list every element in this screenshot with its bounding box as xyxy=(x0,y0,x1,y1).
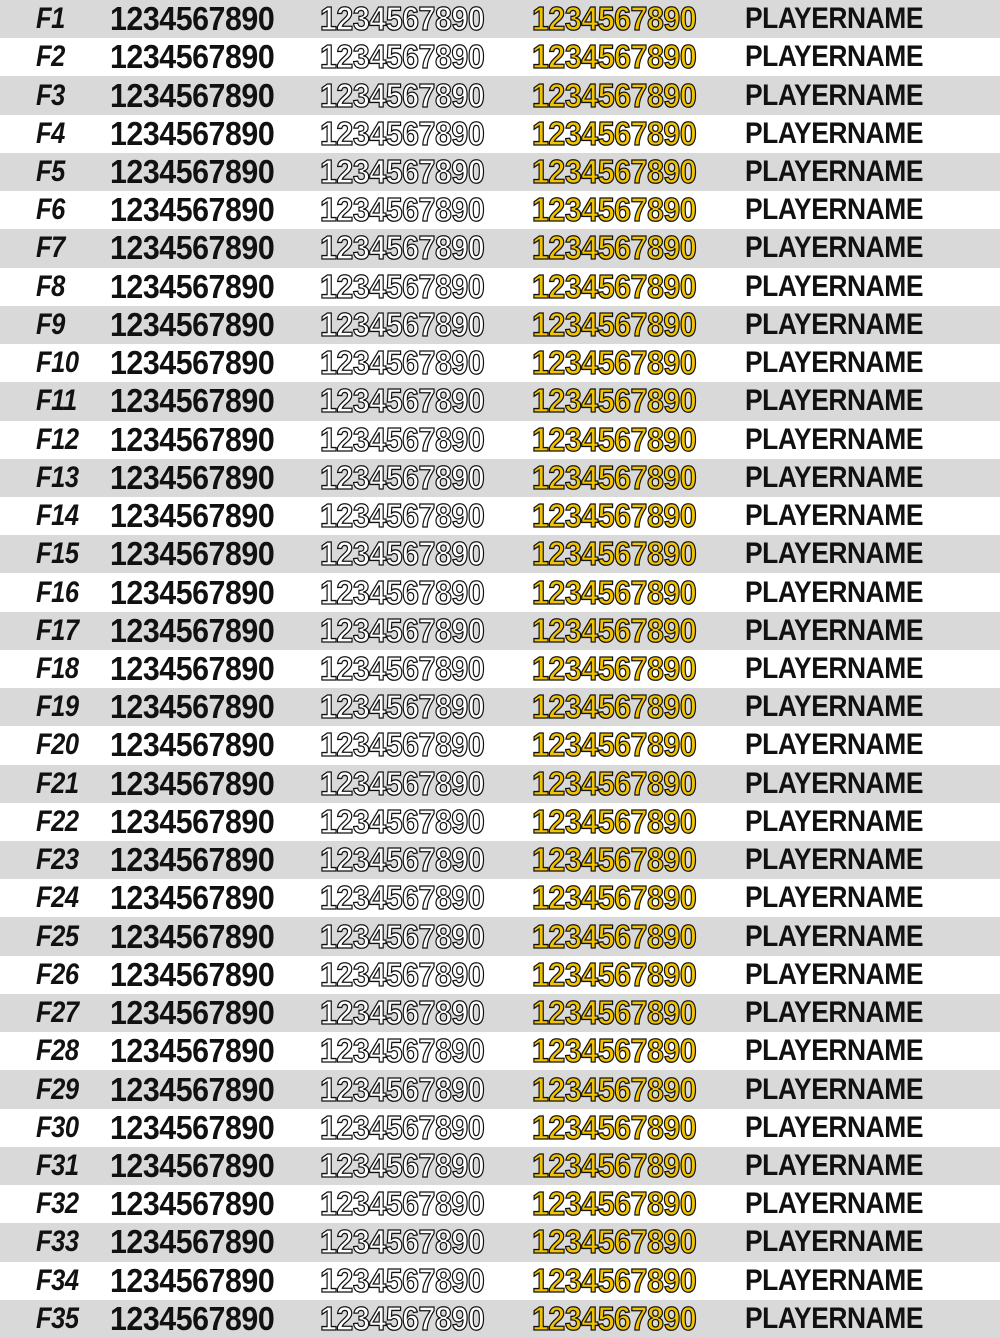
gold-number-sample: 1234567890 xyxy=(532,382,697,420)
font-row xyxy=(0,0,1000,38)
gold-number-sample: 1234567890 xyxy=(532,917,697,955)
playername-sample: PLAYERNAME xyxy=(745,346,923,380)
gold-number-sample: 1234567890 xyxy=(532,305,697,343)
font-row xyxy=(0,229,1000,267)
outline-number-sample: 1234567890 xyxy=(320,497,485,535)
outline-number-sample: 1234567890 xyxy=(320,229,485,267)
font-code-label: F20 xyxy=(36,728,79,762)
font-code-label: F25 xyxy=(36,919,79,953)
playername-sample: PLAYERNAME xyxy=(745,613,923,647)
solid-number-sample: 1234567890 xyxy=(110,879,275,917)
playername-sample: PLAYERNAME xyxy=(745,155,923,189)
font-row xyxy=(0,421,1000,459)
gold-number-sample: 1234567890 xyxy=(532,420,697,458)
font-row xyxy=(0,306,1000,344)
gold-number-sample: 1234567890 xyxy=(532,1032,697,1070)
solid-number-sample: 1234567890 xyxy=(110,1185,275,1223)
gold-number-sample: 1234567890 xyxy=(532,458,697,496)
solid-number-sample: 1234567890 xyxy=(110,344,275,382)
gold-number-sample: 1234567890 xyxy=(532,649,697,687)
gold-number-sample: 1234567890 xyxy=(532,0,697,38)
gold-number-sample: 1234567890 xyxy=(532,1223,697,1261)
font-code-label: F8 xyxy=(36,269,65,303)
outline-number-sample: 1234567890 xyxy=(320,611,485,649)
outline-number-sample: 1234567890 xyxy=(320,955,485,993)
gold-number-sample: 1234567890 xyxy=(532,191,697,229)
playername-sample: PLAYERNAME xyxy=(745,1301,923,1335)
solid-number-sample: 1234567890 xyxy=(110,458,275,496)
solid-number-sample: 1234567890 xyxy=(110,802,275,840)
font-code-label: F14 xyxy=(36,499,79,533)
font-code-label: F3 xyxy=(36,78,65,112)
solid-number-sample: 1234567890 xyxy=(110,573,275,611)
playername-sample: PLAYERNAME xyxy=(745,422,923,456)
font-row xyxy=(0,459,1000,497)
gold-number-sample: 1234567890 xyxy=(532,1070,697,1108)
outline-number-sample: 1234567890 xyxy=(320,841,485,879)
solid-number-sample: 1234567890 xyxy=(110,1299,275,1337)
font-code-label: F24 xyxy=(36,881,79,915)
solid-number-sample: 1234567890 xyxy=(110,0,275,38)
playername-sample: PLAYERNAME xyxy=(745,269,923,303)
playername-sample: PLAYERNAME xyxy=(745,843,923,877)
playername-sample: PLAYERNAME xyxy=(745,957,923,991)
playername-sample: PLAYERNAME xyxy=(745,1187,923,1221)
gold-number-sample: 1234567890 xyxy=(532,1146,697,1184)
font-row xyxy=(0,497,1000,535)
outline-number-sample: 1234567890 xyxy=(320,38,485,76)
playername-sample: PLAYERNAME xyxy=(745,1034,923,1068)
font-row xyxy=(0,115,1000,153)
outline-number-sample: 1234567890 xyxy=(320,1108,485,1146)
gold-number-sample: 1234567890 xyxy=(532,38,697,76)
outline-number-sample: 1234567890 xyxy=(320,917,485,955)
font-row xyxy=(0,1300,1000,1338)
outline-number-sample: 1234567890 xyxy=(320,535,485,573)
font-code-label: F23 xyxy=(36,843,79,877)
solid-number-sample: 1234567890 xyxy=(110,1070,275,1108)
playername-sample: PLAYERNAME xyxy=(745,499,923,533)
outline-number-sample: 1234567890 xyxy=(320,191,485,229)
font-code-label: F33 xyxy=(36,1225,79,1259)
solid-number-sample: 1234567890 xyxy=(110,1223,275,1261)
font-row xyxy=(0,612,1000,650)
playername-sample: PLAYERNAME xyxy=(745,804,923,838)
gold-number-sample: 1234567890 xyxy=(532,573,697,611)
solid-number-sample: 1234567890 xyxy=(110,955,275,993)
font-code-label: F31 xyxy=(36,1148,79,1182)
font-row xyxy=(0,535,1000,573)
outline-number-sample: 1234567890 xyxy=(320,1032,485,1070)
font-row xyxy=(0,344,1000,382)
font-code-label: F9 xyxy=(36,307,65,341)
playername-sample: PLAYERNAME xyxy=(745,651,923,685)
font-code-label: F30 xyxy=(36,1110,79,1144)
playername-sample: PLAYERNAME xyxy=(745,231,923,265)
gold-number-sample: 1234567890 xyxy=(532,76,697,114)
solid-number-sample: 1234567890 xyxy=(110,38,275,76)
outline-number-sample: 1234567890 xyxy=(320,1261,485,1299)
solid-number-sample: 1234567890 xyxy=(110,726,275,764)
solid-number-sample: 1234567890 xyxy=(110,1261,275,1299)
font-code-label: F11 xyxy=(36,384,77,418)
outline-number-sample: 1234567890 xyxy=(320,382,485,420)
solid-number-sample: 1234567890 xyxy=(110,764,275,802)
outline-number-sample: 1234567890 xyxy=(320,1070,485,1108)
solid-number-sample: 1234567890 xyxy=(110,535,275,573)
solid-number-sample: 1234567890 xyxy=(110,229,275,267)
playername-sample: PLAYERNAME xyxy=(745,1148,923,1182)
font-row xyxy=(0,1147,1000,1185)
solid-number-sample: 1234567890 xyxy=(110,649,275,687)
solid-number-sample: 1234567890 xyxy=(110,76,275,114)
gold-number-sample: 1234567890 xyxy=(532,688,697,726)
playername-sample: PLAYERNAME xyxy=(745,690,923,724)
solid-number-sample: 1234567890 xyxy=(110,1146,275,1184)
font-row xyxy=(0,765,1000,803)
playername-sample: PLAYERNAME xyxy=(745,1263,923,1297)
font-row xyxy=(0,191,1000,229)
gold-number-sample: 1234567890 xyxy=(532,841,697,879)
playername-sample: PLAYERNAME xyxy=(745,881,923,915)
font-code-label: F22 xyxy=(36,804,79,838)
font-row xyxy=(0,879,1000,917)
font-code-label: F19 xyxy=(36,690,79,724)
gold-number-sample: 1234567890 xyxy=(532,267,697,305)
font-code-label: F28 xyxy=(36,1034,79,1068)
solid-number-sample: 1234567890 xyxy=(110,305,275,343)
gold-number-sample: 1234567890 xyxy=(532,535,697,573)
outline-number-sample: 1234567890 xyxy=(320,0,485,38)
font-code-label: F1 xyxy=(36,2,65,36)
solid-number-sample: 1234567890 xyxy=(110,497,275,535)
gold-number-sample: 1234567890 xyxy=(532,879,697,917)
font-code-label: F13 xyxy=(36,460,79,494)
font-code-label: F4 xyxy=(36,116,65,150)
gold-number-sample: 1234567890 xyxy=(532,994,697,1032)
font-row xyxy=(0,1262,1000,1300)
solid-number-sample: 1234567890 xyxy=(110,688,275,726)
font-code-label: F21 xyxy=(36,766,79,800)
font-row xyxy=(0,726,1000,764)
font-row xyxy=(0,1109,1000,1147)
outline-number-sample: 1234567890 xyxy=(320,420,485,458)
gold-number-sample: 1234567890 xyxy=(532,229,697,267)
font-code-label: F18 xyxy=(36,651,79,685)
solid-number-sample: 1234567890 xyxy=(110,114,275,152)
playername-sample: PLAYERNAME xyxy=(745,537,923,571)
outline-number-sample: 1234567890 xyxy=(320,267,485,305)
font-code-label: F34 xyxy=(36,1263,79,1297)
playername-sample: PLAYERNAME xyxy=(745,575,923,609)
playername-sample: PLAYERNAME xyxy=(745,384,923,418)
font-row xyxy=(0,688,1000,726)
font-row xyxy=(0,38,1000,76)
gold-number-sample: 1234567890 xyxy=(532,497,697,535)
playername-sample: PLAYERNAME xyxy=(745,193,923,227)
font-row xyxy=(0,382,1000,420)
gold-number-sample: 1234567890 xyxy=(532,764,697,802)
solid-number-sample: 1234567890 xyxy=(110,191,275,229)
solid-number-sample: 1234567890 xyxy=(110,382,275,420)
playername-sample: PLAYERNAME xyxy=(745,116,923,150)
outline-number-sample: 1234567890 xyxy=(320,879,485,917)
outline-number-sample: 1234567890 xyxy=(320,573,485,611)
outline-number-sample: 1234567890 xyxy=(320,153,485,191)
playername-sample: PLAYERNAME xyxy=(745,996,923,1030)
font-row xyxy=(0,956,1000,994)
outline-number-sample: 1234567890 xyxy=(320,458,485,496)
font-row xyxy=(0,1032,1000,1070)
gold-number-sample: 1234567890 xyxy=(532,1108,697,1146)
font-row xyxy=(0,76,1000,114)
font-row xyxy=(0,841,1000,879)
font-code-label: F7 xyxy=(36,231,65,265)
font-code-label: F15 xyxy=(36,537,79,571)
outline-number-sample: 1234567890 xyxy=(320,994,485,1032)
outline-number-sample: 1234567890 xyxy=(320,726,485,764)
solid-number-sample: 1234567890 xyxy=(110,420,275,458)
outline-number-sample: 1234567890 xyxy=(320,1223,485,1261)
playername-sample: PLAYERNAME xyxy=(745,728,923,762)
font-code-label: F12 xyxy=(36,422,79,456)
gold-number-sample: 1234567890 xyxy=(532,1261,697,1299)
font-code-label: F2 xyxy=(36,40,65,74)
outline-number-sample: 1234567890 xyxy=(320,764,485,802)
playername-sample: PLAYERNAME xyxy=(745,919,923,953)
outline-number-sample: 1234567890 xyxy=(320,1185,485,1223)
solid-number-sample: 1234567890 xyxy=(110,267,275,305)
gold-number-sample: 1234567890 xyxy=(532,955,697,993)
font-code-label: F27 xyxy=(36,996,79,1030)
font-row xyxy=(0,1070,1000,1108)
playername-sample: PLAYERNAME xyxy=(745,1072,923,1106)
font-code-label: F32 xyxy=(36,1187,79,1221)
playername-sample: PLAYERNAME xyxy=(745,40,923,74)
solid-number-sample: 1234567890 xyxy=(110,1108,275,1146)
font-row xyxy=(0,573,1000,611)
font-code-label: F6 xyxy=(36,193,65,227)
solid-number-sample: 1234567890 xyxy=(110,1032,275,1070)
outline-number-sample: 1234567890 xyxy=(320,114,485,152)
playername-sample: PLAYERNAME xyxy=(745,1225,923,1259)
playername-sample: PLAYERNAME xyxy=(745,460,923,494)
font-code-label: F16 xyxy=(36,575,79,609)
playername-sample: PLAYERNAME xyxy=(745,307,923,341)
font-code-label: F10 xyxy=(36,346,79,380)
playername-sample: PLAYERNAME xyxy=(745,2,923,36)
playername-sample: PLAYERNAME xyxy=(745,78,923,112)
gold-number-sample: 1234567890 xyxy=(532,802,697,840)
font-code-label: F29 xyxy=(36,1072,79,1106)
font-code-label: F5 xyxy=(36,155,65,189)
solid-number-sample: 1234567890 xyxy=(110,611,275,649)
font-row xyxy=(0,268,1000,306)
font-code-label: F35 xyxy=(36,1301,79,1335)
font-row xyxy=(0,917,1000,955)
font-row xyxy=(0,803,1000,841)
gold-number-sample: 1234567890 xyxy=(532,611,697,649)
font-row xyxy=(0,650,1000,688)
gold-number-sample: 1234567890 xyxy=(532,1185,697,1223)
solid-number-sample: 1234567890 xyxy=(110,153,275,191)
gold-number-sample: 1234567890 xyxy=(532,153,697,191)
font-code-label: F17 xyxy=(36,613,79,647)
font-code-label: F26 xyxy=(36,957,79,991)
gold-number-sample: 1234567890 xyxy=(532,1299,697,1337)
font-row xyxy=(0,153,1000,191)
outline-number-sample: 1234567890 xyxy=(320,76,485,114)
outline-number-sample: 1234567890 xyxy=(320,305,485,343)
gold-number-sample: 1234567890 xyxy=(532,726,697,764)
solid-number-sample: 1234567890 xyxy=(110,917,275,955)
font-row xyxy=(0,1223,1000,1261)
gold-number-sample: 1234567890 xyxy=(532,344,697,382)
outline-number-sample: 1234567890 xyxy=(320,1146,485,1184)
outline-number-sample: 1234567890 xyxy=(320,802,485,840)
font-row xyxy=(0,994,1000,1032)
outline-number-sample: 1234567890 xyxy=(320,688,485,726)
solid-number-sample: 1234567890 xyxy=(110,994,275,1032)
outline-number-sample: 1234567890 xyxy=(320,649,485,687)
playername-sample: PLAYERNAME xyxy=(745,1110,923,1144)
playername-sample: PLAYERNAME xyxy=(745,766,923,800)
gold-number-sample: 1234567890 xyxy=(532,114,697,152)
font-row xyxy=(0,1185,1000,1223)
outline-number-sample: 1234567890 xyxy=(320,1299,485,1337)
outline-number-sample: 1234567890 xyxy=(320,344,485,382)
solid-number-sample: 1234567890 xyxy=(110,841,275,879)
